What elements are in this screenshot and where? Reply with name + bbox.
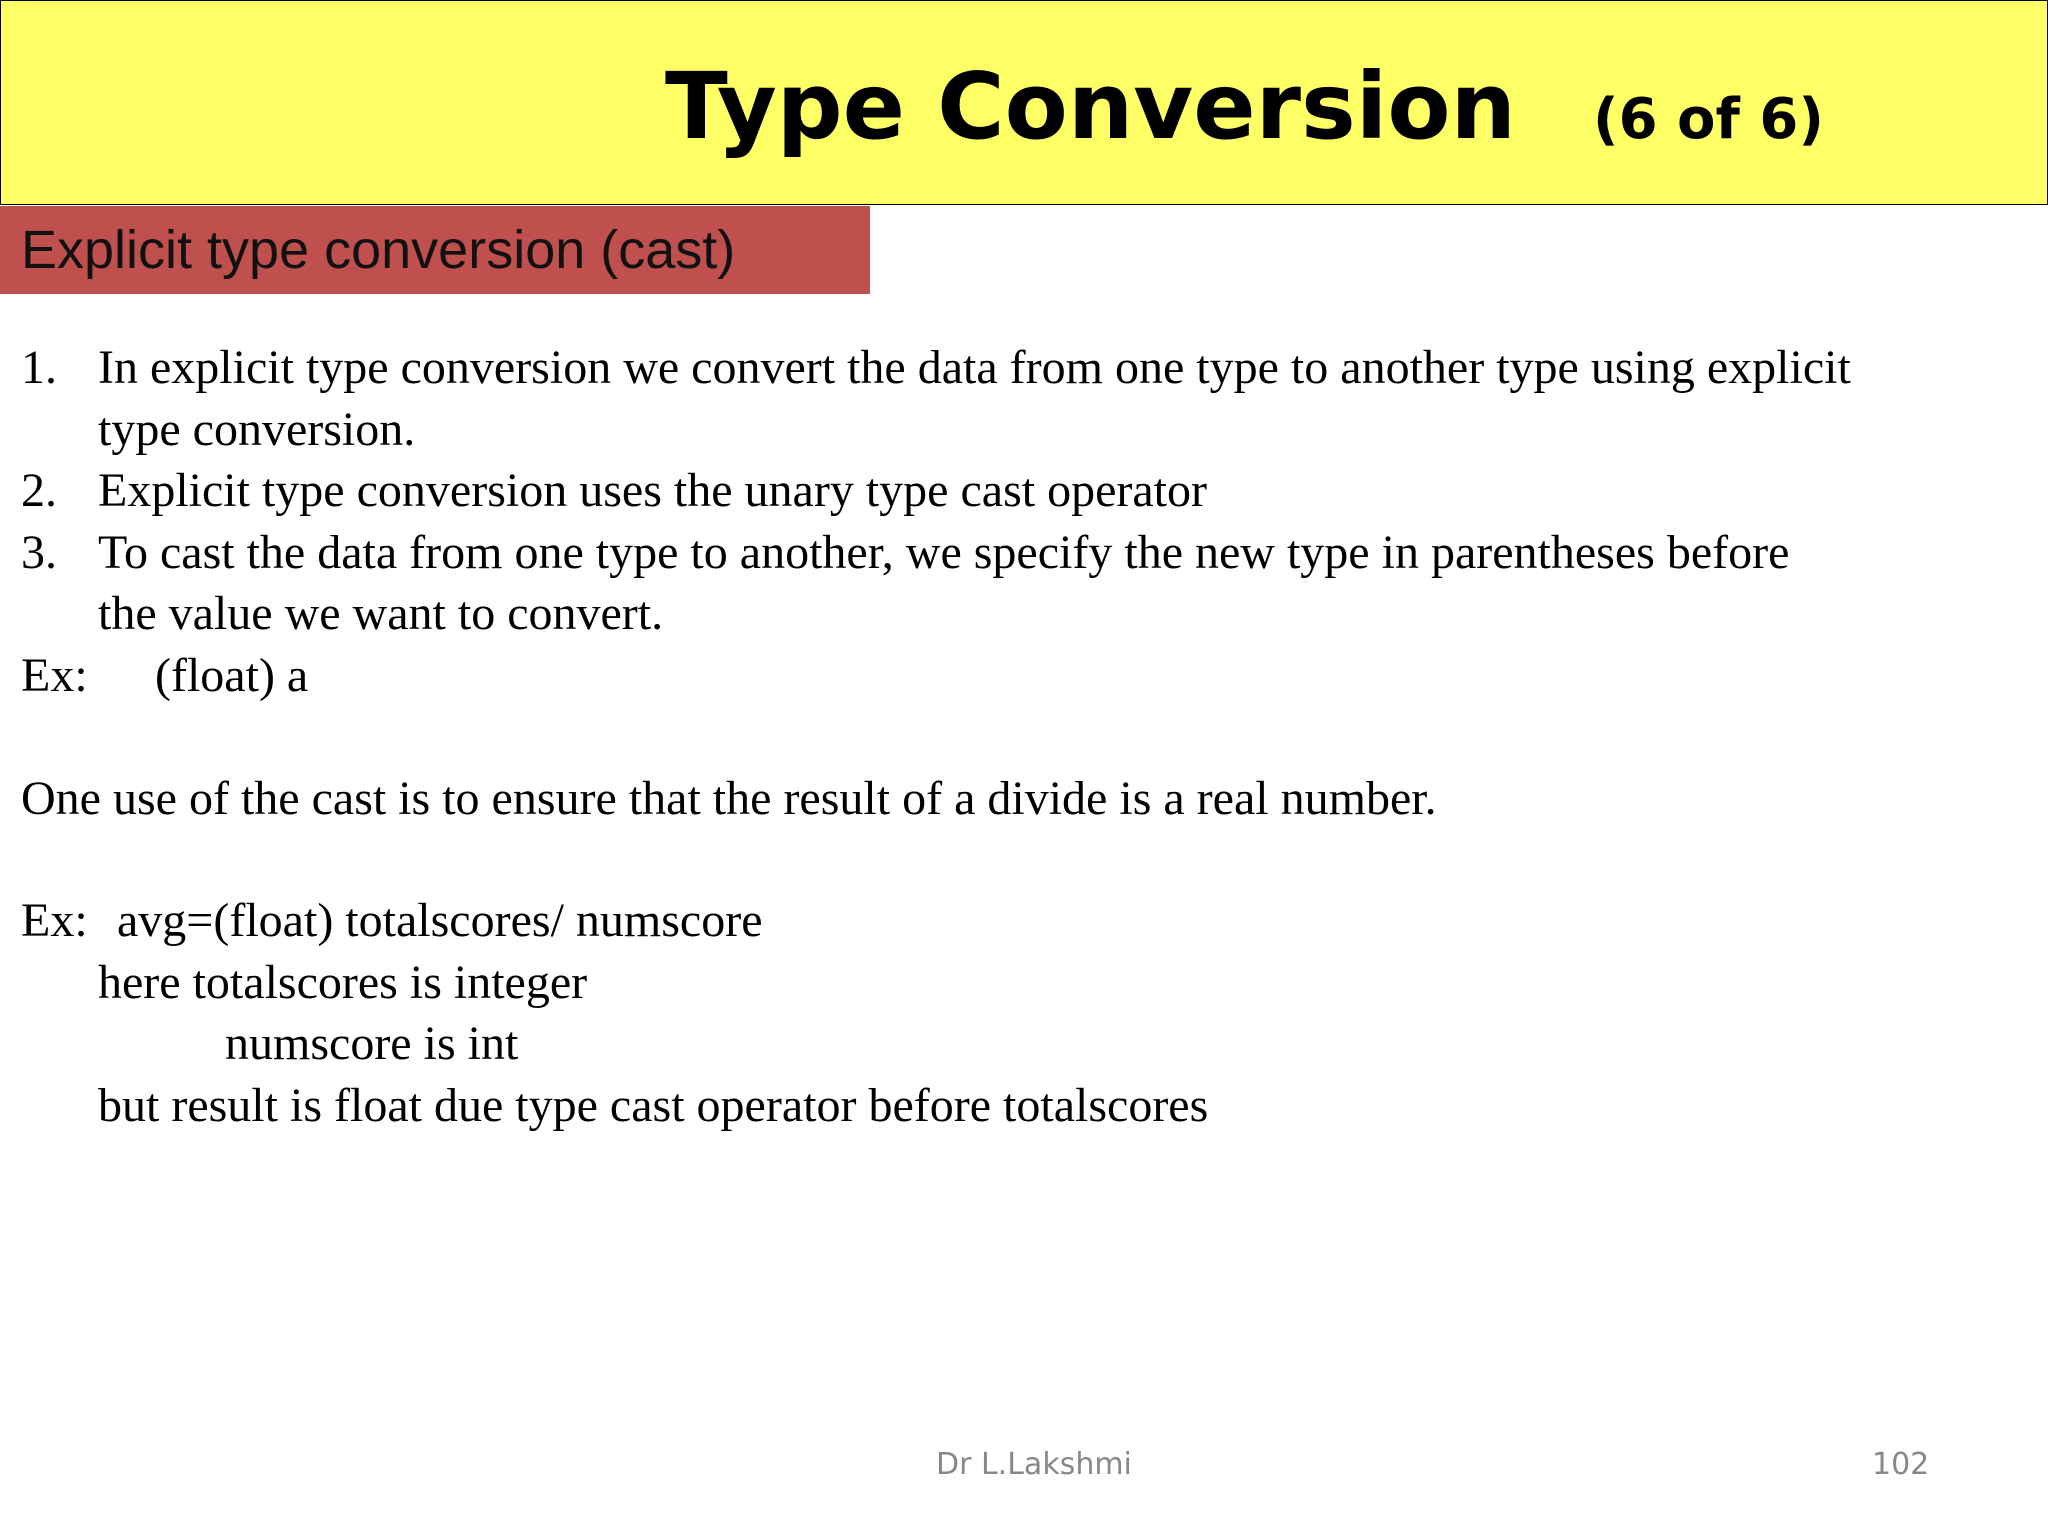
list-number-1: 1. xyxy=(21,341,57,394)
list-item-2-line-1: Explicit type conversion uses the unary type cast operator xyxy=(98,464,1207,517)
page-number: 102 xyxy=(1872,1447,1930,1482)
example-2-note-3: but result is float due type cast operator before totalscores xyxy=(98,1079,1209,1132)
example-1-code: (float) a xyxy=(155,649,309,702)
example-2-label: Ex: xyxy=(21,894,88,947)
section-label-text: Explicit type conversion (cast) xyxy=(21,220,736,280)
list-item-1-line-1: In explicit type conversion we convert the data from one type to another type using explicit xyxy=(98,341,1851,394)
list-item-3-line-1: To cast the data from one type to another, we specify the new type in parentheses before xyxy=(98,526,1790,579)
example-1-label: Ex: xyxy=(21,649,88,702)
list-item-1-line-2: type conversion. xyxy=(98,403,416,456)
slide-count: (6 of 6) xyxy=(1593,87,1824,152)
footer-author: Dr L.Lakshmi xyxy=(936,1447,1132,1482)
example-2-code: avg=(float) totalscores/ numscore xyxy=(117,894,763,947)
list-number-2: 2. xyxy=(21,464,57,517)
section-label xyxy=(0,206,870,294)
slide-title: Type Conversion xyxy=(665,53,1517,160)
list-item-3-line-2: the value we want to convert. xyxy=(98,587,664,640)
cast-statement: One use of the cast is to ensure that the result of a divide is a real number. xyxy=(21,772,1437,825)
example-2-note-1: here totalscores is integer xyxy=(98,956,588,1009)
list-number-3: 3. xyxy=(21,526,57,579)
title-bar xyxy=(0,0,2048,205)
example-2-note-2: numscore is int xyxy=(225,1017,519,1070)
